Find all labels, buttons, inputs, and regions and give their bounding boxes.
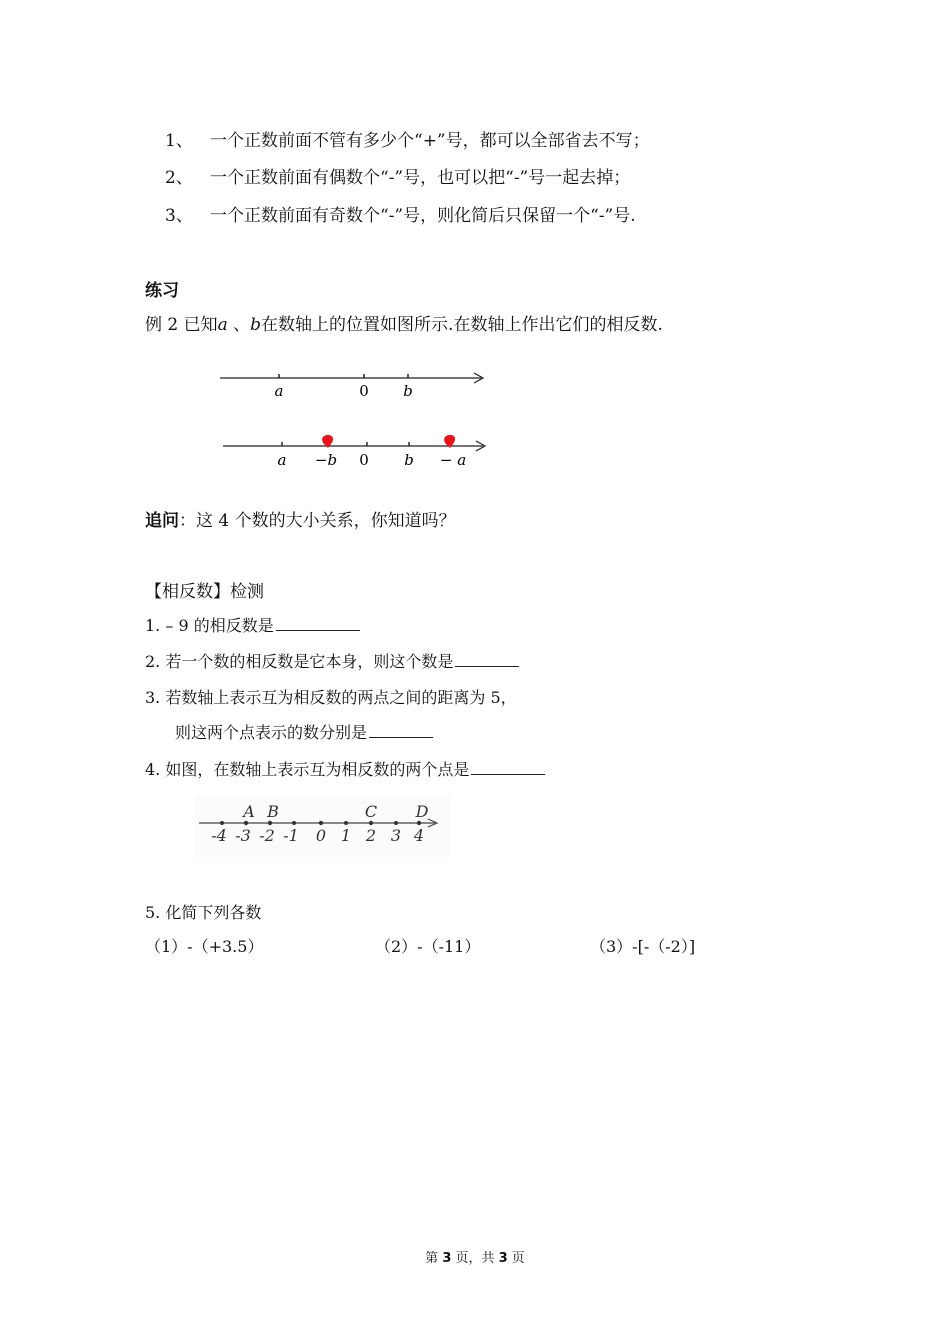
answer-blank[interactable] bbox=[369, 720, 433, 738]
number-line-2 bbox=[215, 430, 495, 474]
label-b: 𝑏 bbox=[403, 382, 413, 400]
point-label-A: A bbox=[243, 802, 255, 821]
rule-number: 3、 bbox=[165, 206, 193, 226]
rule-text: 一个正数前面有奇数个“-”号，则化简后只保留一个“-”号. bbox=[210, 206, 636, 226]
example-2-text: 例 2 已知𝑎 、𝑏在数轴上的位置如图所示.在数轴上作出它们的相反数. bbox=[145, 315, 663, 335]
question-1 bbox=[145, 613, 360, 636]
label-b: 𝑏 bbox=[404, 451, 414, 469]
page-number: 3 bbox=[442, 1251, 452, 1266]
q5-item-1: （1）-（+3.5） bbox=[145, 937, 264, 956]
rule-item-3 bbox=[165, 201, 725, 225]
rule-number: 2、 bbox=[165, 168, 193, 188]
tick-label: -1 bbox=[283, 826, 299, 845]
practice-heading: 练习 bbox=[145, 281, 179, 301]
tick-label: -3 bbox=[235, 826, 251, 845]
number-line-1 bbox=[215, 365, 495, 405]
label-neg-a: − 𝑎 bbox=[439, 451, 467, 469]
question-text: 则这两个点表示的数分别是 bbox=[175, 723, 368, 742]
page-footer bbox=[0, 1247, 950, 1266]
tick-label: 2 bbox=[365, 826, 377, 845]
rule-text: 一个正数前面有偶数个“-”号，也可以把“-”号一起去掉； bbox=[210, 168, 631, 188]
followup-text: ：这 4 个数的大小关系，你知道吗？ bbox=[179, 511, 456, 531]
test-heading: 【相反数】检测 bbox=[145, 582, 264, 602]
label-0: 0 bbox=[359, 382, 369, 400]
point-label-C: C bbox=[364, 802, 378, 821]
tick-label: 3 bbox=[390, 826, 402, 845]
label-neg-b: −𝑏 bbox=[314, 451, 338, 469]
tick-dot bbox=[369, 821, 373, 825]
question-4 bbox=[145, 757, 545, 780]
tick-dot bbox=[319, 821, 323, 825]
tick-dot bbox=[220, 821, 224, 825]
tick-label: 1 bbox=[340, 826, 352, 845]
question-3-continued bbox=[175, 720, 433, 743]
footer-prefix: 第 bbox=[425, 1251, 443, 1266]
question-text: 4. 如图，在数轴上表示互为相反数的两个点是 bbox=[145, 760, 470, 779]
footer-mid: 页，共 bbox=[451, 1251, 499, 1266]
q5-item-3: （3）-[-（-2）] bbox=[590, 937, 696, 956]
label-a: 𝑎 bbox=[274, 382, 284, 400]
answer-blank[interactable] bbox=[471, 757, 545, 775]
footer-suffix: 页 bbox=[507, 1251, 525, 1266]
tick-label: -4 bbox=[211, 826, 227, 845]
point-label-D: D bbox=[415, 802, 429, 821]
tick-label: -2 bbox=[259, 826, 275, 845]
answer-blank[interactable] bbox=[276, 613, 360, 631]
tick-dot bbox=[292, 821, 296, 825]
rule-item-1 bbox=[165, 126, 725, 150]
label-a: 𝑎 bbox=[277, 451, 287, 469]
rule-text: 一个正数前面不管有多少个“+”号，都可以全部省去不写； bbox=[210, 131, 650, 151]
answer-blank[interactable] bbox=[455, 649, 519, 667]
label-0: 0 bbox=[359, 451, 369, 469]
question-2 bbox=[145, 649, 519, 672]
rule-item-2 bbox=[165, 163, 725, 187]
tick-dot bbox=[268, 821, 272, 825]
page-total: 3 bbox=[498, 1251, 508, 1266]
tick-dot bbox=[417, 821, 421, 825]
question-text: 2. 若一个数的相反数是它本身，则这个数是 bbox=[145, 652, 454, 671]
tick-label: 0 bbox=[315, 826, 327, 845]
rule-number: 1、 bbox=[165, 131, 193, 151]
q5-item-2: （2）-（-11） bbox=[375, 937, 481, 956]
tick-dot bbox=[394, 821, 398, 825]
point-label-B: B bbox=[267, 802, 279, 821]
followup-question bbox=[145, 506, 456, 531]
question-5: 5. 化简下列各数 bbox=[145, 903, 262, 922]
question-text: 1. – 9 的相反数是 bbox=[145, 616, 274, 635]
question-3: 3. 若数轴上表示互为相反数的两点之间的距离为 5， bbox=[145, 688, 517, 707]
followup-label: 追问 bbox=[145, 511, 179, 531]
tick-dot bbox=[244, 821, 248, 825]
tick-label: 4 bbox=[413, 826, 425, 845]
tick-dot bbox=[344, 821, 348, 825]
number-line-abcd bbox=[195, 795, 450, 857]
